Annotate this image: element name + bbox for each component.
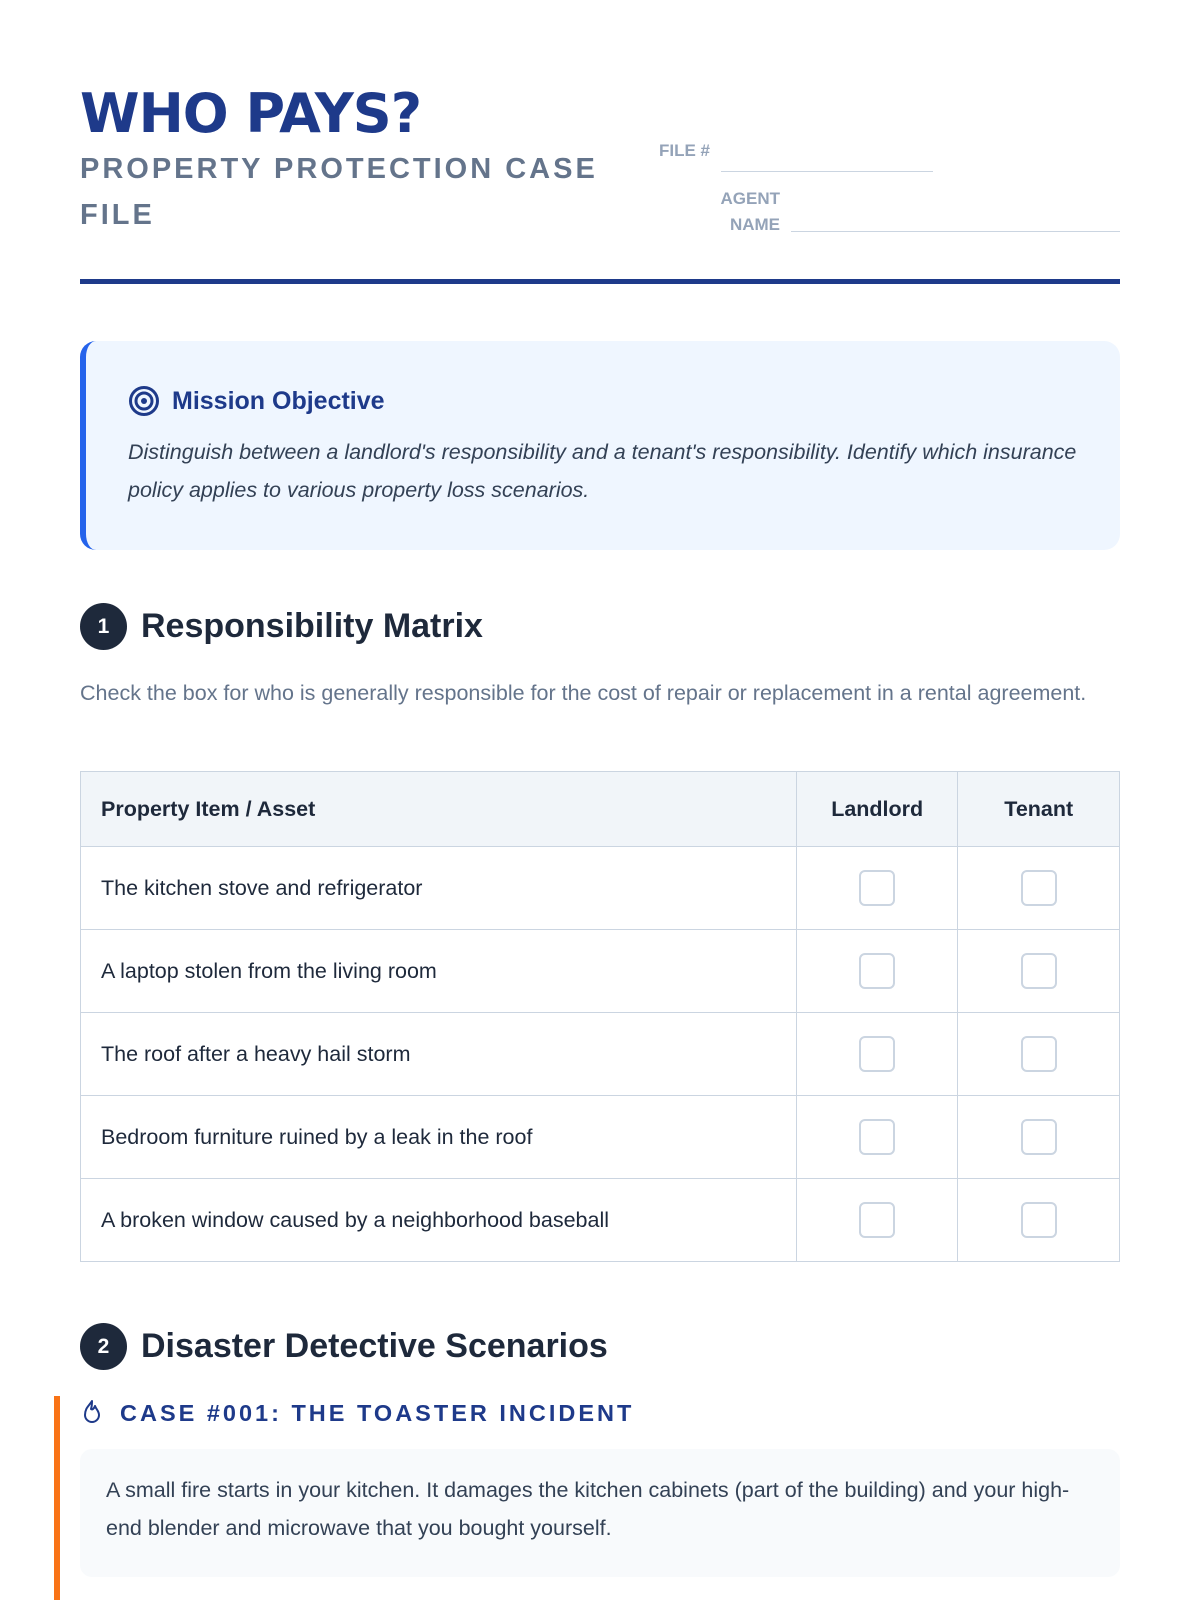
column-header-tenant: Tenant xyxy=(958,772,1120,847)
landlord-checkbox[interactable] xyxy=(859,1036,895,1072)
agent-name-field[interactable] xyxy=(791,231,1120,232)
worksheet-page xyxy=(80,0,1120,1540)
target-icon xyxy=(128,385,160,417)
matrix-instructions: Check the box for who is generally responsible for the cost of repair or replacement in a rental agreement. xyxy=(80,681,1087,705)
item-cell: A laptop stolen from the living room xyxy=(81,930,797,1013)
section-title: Disaster Detective Scenarios xyxy=(141,1327,608,1365)
file-number-label: FILE # xyxy=(658,141,710,160)
landlord-checkbox[interactable] xyxy=(859,1202,895,1238)
case-description: A small fire starts in your kitchen. It damages the kitchen cabinets (part of the building) and your high-end blender and microwave that you bought yourself. xyxy=(106,1478,1070,1540)
table-row xyxy=(81,847,1120,930)
landlord-checkbox[interactable] xyxy=(859,953,895,989)
landlord-checkbox[interactable] xyxy=(859,1119,895,1155)
agent-label-line1: AGENT xyxy=(720,189,780,208)
table-row xyxy=(81,1013,1120,1096)
table-header-row xyxy=(81,772,1120,847)
section-number-badge: 2 xyxy=(80,1323,127,1370)
table-row xyxy=(81,930,1120,1013)
page-title: WHO PAYS? xyxy=(80,82,422,145)
landlord-checkbox[interactable] xyxy=(859,870,895,906)
tenant-checkbox[interactable] xyxy=(1021,1036,1057,1072)
item-cell: Bedroom furniture ruined by a leak in the roof xyxy=(81,1096,797,1179)
item-cell: The roof after a heavy hail storm xyxy=(81,1013,797,1096)
responsibility-matrix-table xyxy=(80,771,1120,1262)
section-number-badge: 1 xyxy=(80,603,127,650)
tenant-checkbox[interactable] xyxy=(1021,1202,1057,1238)
column-header-item: Property Item / Asset xyxy=(81,772,797,847)
item-cell: A broken window caused by a neighborhood baseball xyxy=(81,1179,797,1262)
column-header-landlord: Landlord xyxy=(796,772,958,847)
tenant-checkbox[interactable] xyxy=(1021,1119,1057,1155)
agent-name-label xyxy=(680,186,780,238)
header xyxy=(80,0,1120,284)
file-number-field[interactable] xyxy=(721,171,933,172)
mission-text: Distinguish between a landlord's responsibility and a tenant's responsibility. Identify which insurance policy applies to various property loss scenarios. xyxy=(128,440,1077,502)
table-row xyxy=(81,1179,1120,1262)
header-divider xyxy=(80,279,1120,284)
case-description-box xyxy=(80,1449,1120,1577)
tenant-checkbox[interactable] xyxy=(1021,953,1057,989)
page-subtitle: PROPERTY PROTECTION CASE FILE xyxy=(80,153,598,231)
agent-label-line2: NAME xyxy=(729,215,780,234)
case-title: CASE #001: THE TOASTER INCIDENT xyxy=(120,1400,635,1426)
item-cell: The kitchen stove and refrigerator xyxy=(81,847,797,930)
section-title: Responsibility Matrix xyxy=(141,607,483,645)
tenant-checkbox[interactable] xyxy=(1021,870,1057,906)
mission-title: Mission Objective xyxy=(172,387,385,415)
mission-objective-box xyxy=(80,341,1120,550)
case-accent-bar xyxy=(54,1396,60,1600)
table-row xyxy=(81,1096,1120,1179)
flame-icon xyxy=(80,1399,104,1425)
